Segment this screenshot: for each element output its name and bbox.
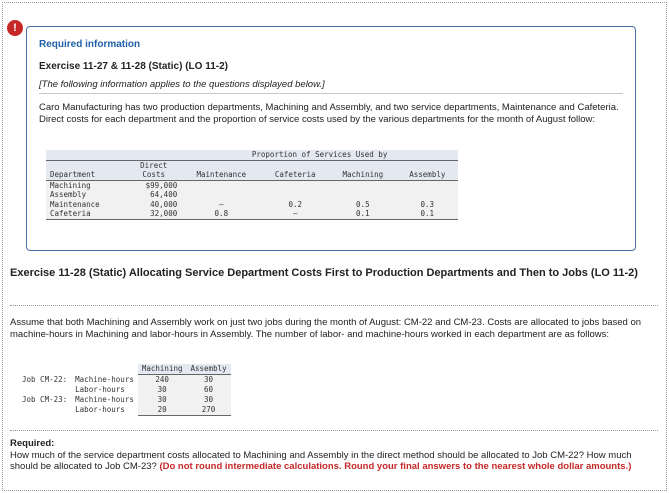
table-row — [46, 209, 458, 219]
machining-cell: 0.1 — [329, 209, 397, 219]
direct-cost-cell: 64,400 — [126, 190, 181, 200]
assembly-cell: 0.3 — [397, 200, 458, 210]
required-information-box — [26, 26, 636, 251]
machining-hours-header: Machining — [138, 364, 187, 375]
hours-table — [18, 364, 231, 416]
required-information-heading: Required information — [39, 39, 141, 50]
maintenance-header: Maintenance — [181, 170, 261, 180]
table-row — [46, 200, 458, 210]
direct-costs-table — [46, 150, 458, 220]
machining-cell — [329, 180, 397, 190]
machining-value: 240 — [138, 375, 187, 386]
metric-label: Labor-hours — [75, 385, 125, 394]
cafeteria-cell — [261, 190, 329, 200]
assembly-value: 270 — [187, 405, 231, 416]
department-cell: Machining — [46, 180, 126, 190]
exercise-title: Exercise 11-27 & 11-28 (Static) (LO 11-2) — [39, 61, 228, 72]
assembly-cell: 0.1 — [397, 209, 458, 219]
department-cell: Maintenance — [46, 200, 126, 210]
department-cell: Assembly — [46, 190, 126, 200]
direct-cost-cell: $99,000 — [126, 180, 181, 190]
hours-table-wrap — [18, 364, 231, 416]
machining-value: 30 — [138, 385, 187, 395]
applies-note: [The following information applies to the questions displayed below.] — [39, 79, 623, 94]
machining-cell: 0.5 — [329, 200, 397, 210]
direct-costs-header: Costs — [126, 170, 181, 180]
cafeteria-cell — [261, 180, 329, 190]
maintenance-cell — [181, 180, 261, 190]
direct-cost-cell: 32,000 — [126, 209, 181, 219]
metric-label: Machine-hours — [75, 374, 134, 384]
table-row — [18, 375, 231, 386]
assembly-cell — [397, 190, 458, 200]
department-header: Department — [46, 170, 126, 180]
table-row — [18, 405, 231, 416]
section-divider — [10, 305, 658, 306]
job-label: Job CM-23: — [22, 395, 68, 404]
job-label: Job CM-22: — [22, 374, 68, 384]
job-label — [18, 405, 71, 416]
metric-label: Machine-hours — [75, 395, 134, 404]
required-section — [10, 438, 658, 473]
cafeteria-header: Cafeteria — [261, 170, 329, 180]
table-row — [46, 190, 458, 200]
machining-cell — [329, 190, 397, 200]
machining-value: 20 — [138, 405, 187, 416]
metric-label: Labor-hours — [75, 405, 125, 415]
assembly-value: 60 — [187, 385, 231, 395]
maintenance-cell: 0.8 — [181, 209, 261, 219]
alert-icon: ! — [7, 20, 23, 36]
assembly-cell — [397, 180, 458, 190]
assume-paragraph: Assume that both Machining and Assembly work on just two jobs during the month of August: CM-22 and CM-23. Costs are allocated to jobs based on machine-hours in Machining and labor-hours in Assembly. The number of labor- and machine-hours worked in each department are as follows: — [10, 317, 642, 340]
table-row — [18, 395, 231, 405]
required-question: How much of the service department costs allocated to Machining and Assembly in the direct method should be allocated to Job CM-22? How much should be allocated to Job CM-23? — [10, 449, 632, 472]
table-row — [18, 385, 231, 395]
machining-header: Machining — [329, 170, 397, 180]
maintenance-cell: – — [181, 200, 261, 210]
assembly-value: 30 — [187, 375, 231, 386]
table-row — [46, 180, 458, 190]
maintenance-cell — [181, 190, 261, 200]
section-divider — [10, 430, 658, 431]
rounding-instruction: (Do not round intermediate calculations. Round your final answers to the nearest whole dollar amounts.) — [159, 461, 632, 472]
intro-paragraph: Caro Manufacturing has two production departments, Machining and Assembly, and two service departments, Maintenance and Cafeteria. Direct costs for each department and the proportion of service costs used by the various departments for the month of August follow: — [39, 102, 619, 125]
required-label: Required: — [10, 438, 55, 449]
exercise-28-title: Exercise 11-28 (Static) Allocating Service Department Costs First to Production Departments and Then to Jobs (LO 11-2) — [10, 267, 638, 279]
cafeteria-cell: 0.2 — [261, 200, 329, 210]
assembly-header: Assembly — [397, 170, 458, 180]
direct-costs-table-wrap — [46, 150, 458, 220]
cafeteria-cell: – — [261, 209, 329, 219]
assembly-value: 30 — [187, 395, 231, 405]
job-label — [18, 385, 71, 395]
assembly-hours-header: Assembly — [187, 364, 231, 375]
direct-header-top: Direct — [140, 160, 168, 170]
machining-value: 30 — [138, 395, 187, 405]
direct-cost-cell: 40,000 — [126, 200, 181, 210]
proportion-header: Proportion of Services Used by — [181, 150, 458, 160]
department-cell: Cafeteria — [46, 209, 126, 219]
